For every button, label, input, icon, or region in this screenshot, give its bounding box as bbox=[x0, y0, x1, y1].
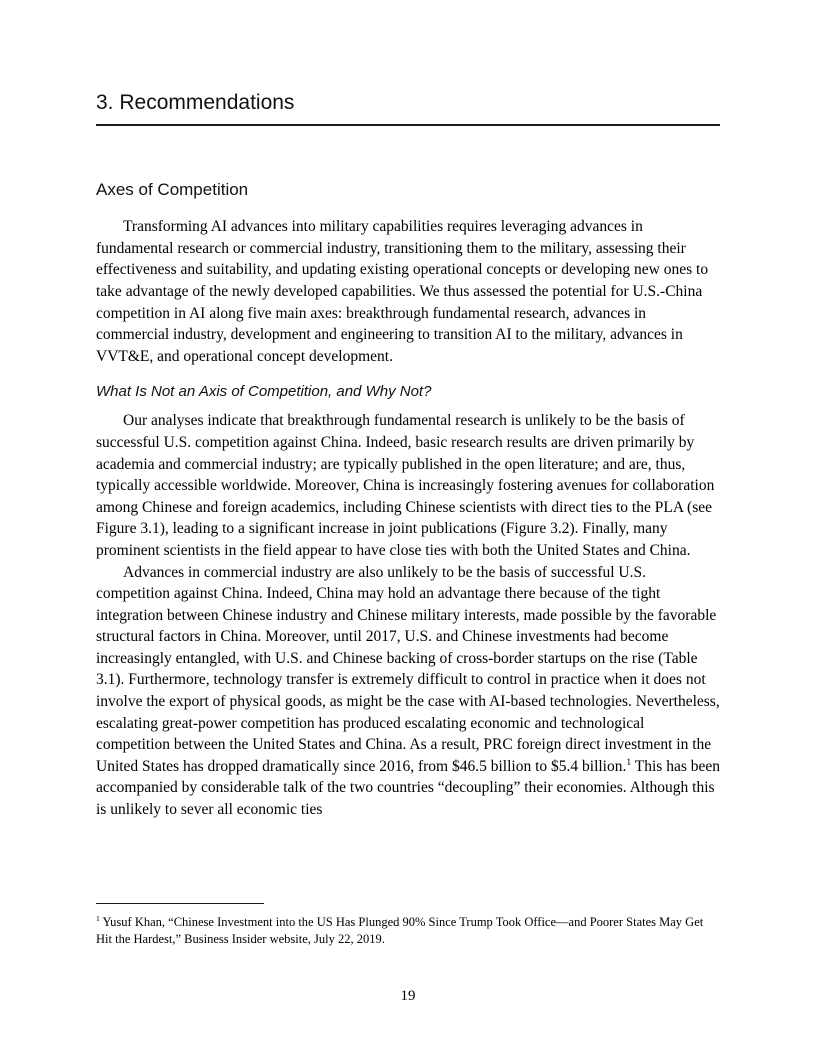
footnote-number: 1 bbox=[96, 913, 100, 923]
paragraph-fundamental-research: Our analyses indicate that breakthrough fundamental research is unlikely to be the basis of successful U.S. competition against China. Indeed, basic research results are driven primarily by academia and commercial industry; are typically published in the open literature; and are, thus, typically accessible worldwide. Moreover, China is increasingly fostering avenues for collaboration among Chinese and foreign academics, including Chinese scientists with direct ties to the PLA (see Figure 3.1), leading to a significant increase in joint publications (Figure 3.2). Finally, many prominent scientists in the field appear to have close ties with both the United States and China. bbox=[96, 412, 715, 559]
footnote-marker: 1 bbox=[626, 756, 632, 768]
paragraph-text: Advances in commercial industry are also unlikely to be the basis of successful U.S. competition against China. Indeed, China may hold an advantage there because of the tight integration between Chinese industry and Chinese military interests, made possible by the favorable structural factors in China. Moreover, until 2017, U.S. and Chinese investments had become increasingly entangled, with U.S. and Chinese backing of cross-border startups on the rise (Table 3.1). Furthermore, technology transfer is extremely difficult to control in practice when it does not involve the export of physical goods, as might be the case with AI-based technologies. Nevertheless, escalating great-power competition has produced escalating economic and technological competition between the United States and China. As a result, PRC foreign direct investment in the United States has dropped dramatically since 2016, from $46.5 billion to $5.4 billion. bbox=[96, 563, 720, 775]
paragraph-commercial-industry bbox=[96, 562, 720, 821]
footnote-rule bbox=[96, 903, 264, 904]
title-rule bbox=[96, 124, 720, 126]
page-number: 19 bbox=[400, 988, 416, 1004]
footnote-text: Yusuf Khan, “Chinese Investment into the US Has Plunged 90% Since Trump Took Office—and Poorer States May Get Hit the Hardest,” Business Insider website, July 22, 2019. bbox=[96, 915, 704, 946]
footnote-area bbox=[96, 903, 720, 948]
page-content bbox=[0, 90, 816, 821]
section-heading-axes-of-competition: Axes of Competition bbox=[96, 180, 249, 200]
chapter-title: 3. Recommendations bbox=[96, 91, 295, 114]
subsection-heading-what-is-not-an-axis: What Is Not an Axis of Competition, and Why Not? bbox=[96, 383, 432, 401]
paragraph-text: This has been accompanied by considerable talk of the two countries “decoupling” their economies. Although this is unlikely to sever all economic ties bbox=[96, 757, 720, 819]
paragraph-axes-intro: Transforming AI advances into military capabilities requires leveraging advances in fundamental research or commercial industry, transitioning them to the military, assessing their effectiveness and suitability, and updating existing operational concepts or developing new ones to take advantage of the newly developed capabilities. We thus assessed the potential for U.S.-China competition in AI along five main axes: breakthrough fundamental research, advances in commercial industry, development and engineering to transition AI to the military, advances in VVT&E, and operational concept development. bbox=[96, 218, 709, 365]
footnote-1 bbox=[96, 914, 720, 948]
